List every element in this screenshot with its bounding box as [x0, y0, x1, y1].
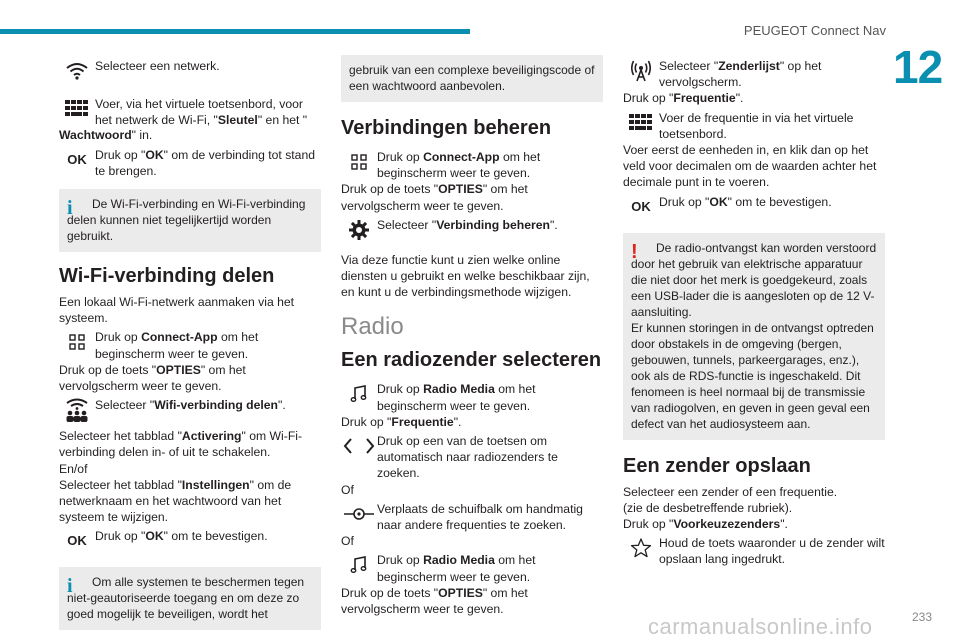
- ok-icon: OK: [67, 151, 87, 167]
- step-text: Druk op Radio Media om het beginscherm weer te geven.: [377, 553, 536, 584]
- watermark: carmanualsonline.info: [648, 614, 873, 639]
- info-note: [59, 189, 321, 252]
- info-note: [59, 567, 321, 630]
- step-text: Selecteer een netwerk.: [95, 59, 220, 73]
- page-number: 233: [911, 610, 932, 624]
- paragraph: Druk op "Frequentie".: [341, 414, 462, 429]
- step-text: Druk op Connect-App om het beginscherm weer te geven.: [377, 150, 541, 181]
- paragraph: Of: [341, 482, 354, 497]
- step-text: Voer, via het virtuele toetsenbord, voor het netwerk de Wi-Fi, "Sleutel" en het ": [95, 97, 308, 128]
- note-text: Om alle systemen te beschermen tegen niet-geautoriseerde toegang en om deze zo goed mogelijk te beveiligen, wordt het: [67, 575, 305, 622]
- step-text: Selecteer "Zenderlijst" op het vervolgscherm.: [659, 59, 822, 90]
- step-text: Verplaats de schuifbalk om handmatig naar andere frequenties te zoeken.: [377, 501, 583, 533]
- section-heading: Verbindingen beheren: [341, 117, 552, 139]
- step-ok: [623, 191, 885, 223]
- paragraph: (zie de desbetreffende rubriek).: [623, 500, 793, 515]
- ok-icon: OK: [67, 533, 87, 549]
- section-heading: Een radiozender selecteren: [341, 349, 602, 372]
- column-3: [623, 55, 885, 568]
- note-text: De radio-ontvangst kan worden verstoord door het gebruik van elektrische apparatuur die niet door het merk is goedgekeurd, zoals een USB-lader die is aangesloten op de 12 V-aansluiting.: [631, 240, 877, 319]
- apps-grid-icon: [59, 326, 95, 358]
- step-text: Selecteer "Verbinding beheren".: [377, 217, 558, 232]
- paragraph: Wachtwoord" in.: [59, 128, 153, 143]
- step-wifi-share: [59, 394, 321, 426]
- step-connect-app: [59, 326, 321, 361]
- step-seek: [341, 430, 603, 482]
- paragraph: Via deze functie kunt u zien welke online diensten u gebruikt en welke beschikbaar zijn, en kunt u de verbindingsmethode wijzigen.: [341, 252, 590, 300]
- header-accent-bar: [0, 29, 470, 34]
- music-note-icon: [341, 549, 377, 581]
- paragraph: Druk op de toets "OPTIES" om het vervolgscherm weer te geven.: [59, 362, 246, 394]
- step-enter-key: [59, 93, 321, 128]
- slider-icon: [341, 498, 377, 530]
- paragraph: Selecteer het tabblad "Activering" om Wi-Fi-verbinding delen in- of uit te schakelen.: [59, 429, 303, 460]
- apps-grid-icon: [341, 146, 377, 178]
- step-radio-media: [341, 549, 603, 584]
- radio-antenna-icon: [623, 55, 659, 87]
- keyboard-icon: [59, 93, 95, 125]
- step-enter-frequency: [623, 107, 885, 142]
- step-ok: [59, 525, 321, 557]
- paragraph: Een lokaal Wi-Fi-netwerk aanmaken via het systeem.: [59, 295, 295, 326]
- step-connect-app: [341, 146, 603, 181]
- step-text: Druk op "OK" om de verbinding tot stand te brengen.: [95, 147, 316, 178]
- step-text: Selecteer "Wifi-verbinding delen".: [95, 398, 286, 413]
- star-icon: [623, 532, 659, 564]
- section-heading: Wi-Fi-verbinding delen: [59, 265, 275, 288]
- header-title: PEUGEOT Connect Nav: [743, 23, 886, 38]
- keyboard-icon: [623, 107, 659, 139]
- step-select-network: [59, 55, 321, 87]
- info-icon: i: [67, 197, 73, 220]
- step-text: Houd de toets waaronder u de zender wilt opslaan lang ingedrukt.: [659, 536, 885, 567]
- step-station-list: [623, 55, 885, 90]
- chapter-heading: Radio: [341, 313, 404, 341]
- paragraph: En/of: [59, 461, 88, 476]
- info-icon: i: [67, 575, 73, 598]
- step-text: Druk op "OK" om te bevestigen.: [95, 529, 268, 544]
- column-2: [341, 55, 603, 617]
- column-1: [59, 55, 321, 630]
- ok-icon: OK: [631, 198, 651, 214]
- chapter-number: 12: [893, 41, 943, 93]
- warning-icon: !: [631, 240, 638, 263]
- step-text: Druk op Connect-App om het beginscherm weer te geven.: [95, 330, 259, 361]
- step-slider: [341, 498, 603, 533]
- info-note-continued: gebruik van een complexe beveiligingscode of een wachtwoord aanbevolen.: [341, 55, 603, 102]
- note-text: De Wi-Fi-verbinding en Wi-Fi-verbinding delen kunnen niet tegelijkertijd worden gebruikt.: [67, 197, 306, 244]
- note-text: Er kunnen storingen in de ontvangst optreden door obstakels in de omgeving (bergen, gebouwen, tunnels, parkeergarages, enz.), ook als de RDS-functie is ingeschakeld. Dit fenomeen is heel normaal bij de transmissie van radiogolven, en geven in geen geval een defect van het audiosysteem aan.: [631, 320, 874, 431]
- step-ok: [59, 144, 321, 179]
- step-manage: [341, 214, 603, 246]
- step-text: Voer de frequentie in via het virtuele toetsenbord.: [659, 110, 854, 141]
- step-text: Druk op een van de toetsen om automatisch naar radiozenders te zoeken.: [377, 434, 558, 481]
- chevrons-left-right-icon: [341, 430, 377, 462]
- music-note-icon: [341, 378, 377, 410]
- paragraph: Druk op de toets "OPTIES" om het vervolgscherm weer te geven.: [341, 585, 528, 617]
- warning-note: [623, 233, 885, 440]
- paragraph: Druk op "Voorkeuzezenders".: [623, 517, 788, 532]
- paragraph: Druk op de toets "OPTIES" om het vervolgscherm weer te geven.: [341, 182, 528, 213]
- paragraph: Of: [341, 534, 354, 549]
- gear-icon: [341, 214, 377, 246]
- paragraph: Voer eerst de eenheden in, en klik dan op het veld voor decimalen om de waarden achter het decimale punt in te voeren.: [623, 143, 877, 190]
- section-heading: Een zender opslaan: [623, 454, 811, 477]
- step-radio-media: [341, 378, 603, 413]
- paragraph: Selecteer een zender of een frequentie.: [623, 484, 838, 499]
- wifi-share-icon: [59, 394, 95, 426]
- step-text: Druk op Radio Media om het beginscherm weer te geven.: [377, 382, 536, 413]
- step-store-preset: [623, 532, 885, 567]
- paragraph: Selecteer het tabblad "Instellingen" om de netwerknaam en het wachtwoord van het systeem te wijzigen.: [59, 477, 292, 525]
- wifi-icon: [59, 55, 95, 87]
- paragraph: Druk op "Frequentie".: [623, 91, 744, 106]
- step-text: Druk op "OK" om te bevestigen.: [659, 194, 832, 209]
